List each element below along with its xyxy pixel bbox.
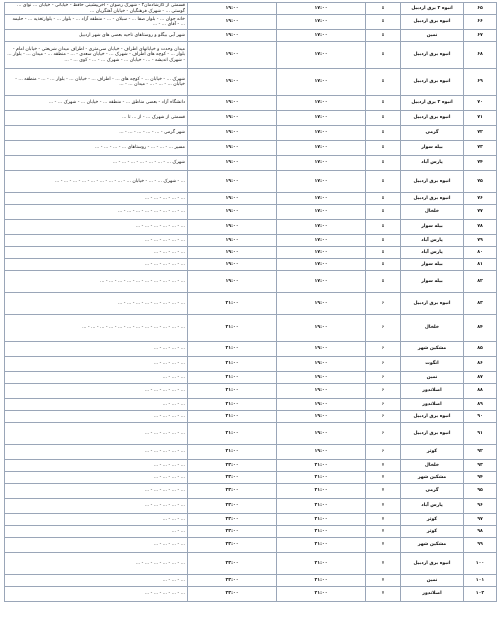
row-city: نمین (401, 575, 464, 587)
row-number: ۸۸ (464, 384, 497, 399)
row-end-time: ۲۱:۰۰ (188, 423, 277, 445)
row-area: ... - ... - ... (5, 399, 188, 411)
row-number: ۷۰ (464, 96, 497, 111)
row-area: شهرک ... - ... - ... - ... - ... - ... - ... (5, 156, 188, 171)
row-group: ۵ (366, 30, 401, 42)
row-start-time: ۱۷:۰۰ (277, 271, 366, 293)
row-number: ۷۴ (464, 156, 497, 171)
row-end-time: ۲۳:۰۰ (188, 472, 277, 484)
row-group: ۶ (366, 293, 401, 315)
row-city: انگوت (401, 357, 464, 372)
row-start-time: ۲۱:۰۰ (277, 514, 366, 526)
row-end-time: ۱۹:۰۰ (188, 30, 277, 42)
row-city: بیله سوار (401, 271, 464, 293)
table-row (5, 171, 497, 193)
row-number: ۹۲ (464, 445, 497, 460)
row-number: ۷۵ (464, 171, 497, 193)
row-group: ۶ (366, 372, 401, 384)
row-end-time: ۱۹:۰۰ (188, 171, 277, 193)
row-group: ۵ (366, 42, 401, 69)
row-end-time: ۱۹:۰۰ (188, 156, 277, 171)
table-row (5, 484, 497, 499)
row-number: ۹۱ (464, 423, 497, 445)
row-area: ... - ... - ... - ... (5, 538, 188, 553)
row-number: ۹۵ (464, 484, 497, 499)
row-number: ۷۹ (464, 235, 497, 247)
row-number: ۷۶ (464, 193, 497, 205)
row-start-time: ۱۷:۰۰ (277, 111, 366, 126)
row-city: کوثر (401, 445, 464, 460)
row-city: انبوه برق اردبیل (401, 293, 464, 315)
table-row (5, 247, 497, 259)
row-group: ۵ (366, 205, 401, 220)
row-area: شهر گرمی - ... - ... - ... - ... - ... (5, 126, 188, 141)
row-area: ... - ... - ... - ... - ... - ... - ... - ... - ... - ... (5, 271, 188, 293)
row-group: ۷ (366, 526, 401, 538)
row-start-time: ۱۷:۰۰ (277, 259, 366, 271)
row-city: اصلاندوز (401, 587, 464, 602)
row-end-time: ۱۹:۰۰ (188, 193, 277, 205)
table-row (5, 445, 497, 460)
row-start-time: ۱۹:۰۰ (277, 384, 366, 399)
row-area: ... - ... - ... - ... - ... (5, 423, 188, 445)
row-number: ۱۰۲ (464, 587, 497, 602)
row-city: مشکین شهر (401, 538, 464, 553)
row-end-time: ۱۹:۰۰ (188, 96, 277, 111)
row-city: نمین (401, 30, 464, 42)
row-group: ۷ (366, 538, 401, 553)
row-start-time: ۱۹:۰۰ (277, 445, 366, 460)
row-end-time: ۲۱:۰۰ (188, 445, 277, 460)
row-group: ۷ (366, 499, 401, 514)
row-end-time: ۲۱:۰۰ (188, 293, 277, 315)
row-area: ... - ... - ... - ... - ... (5, 499, 188, 514)
row-group: ۵ (366, 141, 401, 156)
table-row (5, 30, 497, 42)
row-number: ۸۱ (464, 259, 497, 271)
row-end-time: ۲۱:۰۰ (188, 399, 277, 411)
row-city: بیله سوار (401, 141, 464, 156)
table-row (5, 42, 497, 69)
row-area: ... - ... - ... - ... - ... (5, 587, 188, 602)
row-group: ۵ (366, 259, 401, 271)
table-row (5, 193, 497, 205)
row-end-time: ۲۱:۰۰ (188, 315, 277, 342)
row-end-time: ۱۹:۰۰ (188, 69, 277, 96)
row-city: خلخال (401, 315, 464, 342)
table-row (5, 69, 497, 96)
table-row (5, 220, 497, 235)
row-city: اصلاندوز (401, 399, 464, 411)
table-row (5, 205, 497, 220)
row-city: گرمی (401, 126, 464, 141)
row-area: میدان وحدت و خیابانهای اطراف - خیابان سی‌متری - اطراف میدان شریعتی - خیابان امام - بلوار ... - کوچه های اطراف - شهرک ... - خیابان سعدی - ... - منطقه ... - میدان ... - بلوار ... - شهرک اندیشه - ... - خیابان ... - شهرک ... - ... - کوی ... - ... (5, 42, 188, 69)
row-group: ۶ (366, 357, 401, 372)
outage-rows (5, 3, 497, 602)
row-end-time: ۲۳:۰۰ (188, 499, 277, 514)
row-group: ۵ (366, 69, 401, 96)
outage-schedule-sheet (4, 2, 497, 638)
row-end-time: ۱۹:۰۰ (188, 205, 277, 220)
table-row (5, 384, 497, 399)
row-group: ۷ (366, 575, 401, 587)
row-end-time: ۲۳:۰۰ (188, 575, 277, 587)
table-row (5, 3, 497, 15)
row-number: ۶۷ (464, 30, 497, 42)
row-number: ۷۱ (464, 111, 497, 126)
row-group: ۷ (366, 484, 401, 499)
row-start-time: ۱۷:۰۰ (277, 247, 366, 259)
row-start-time: ۱۷:۰۰ (277, 15, 366, 30)
row-group: ۵ (366, 96, 401, 111)
row-group: ۶ (366, 411, 401, 423)
row-group: ۷ (366, 587, 401, 602)
row-number: ۸۵ (464, 342, 497, 357)
row-number: ۹۸ (464, 526, 497, 538)
row-end-time: ۱۹:۰۰ (188, 126, 277, 141)
row-area: ... - ... - ... - ... - ... (5, 484, 188, 499)
row-number: ۷۳ (464, 141, 497, 156)
row-area: ... - ... - ... - ... - ... (5, 259, 188, 271)
row-area: ... - ... - ... (5, 575, 188, 587)
row-area: ... - ... - ... - ... (5, 247, 188, 259)
row-area: ... - ... - ... - ... - ... (5, 384, 188, 399)
row-start-time: ۱۷:۰۰ (277, 220, 366, 235)
row-area: ... - ... - ... - ... - ... - ... - ... - ... - ... - ... - ... - ... (5, 315, 188, 342)
row-number: ۱۰۰ (464, 553, 497, 575)
table-row (5, 399, 497, 411)
row-city: اصلاندوز (401, 384, 464, 399)
row-end-time: ۲۱:۰۰ (188, 372, 277, 384)
row-start-time: ۱۹:۰۰ (277, 372, 366, 384)
row-start-time: ۲۱:۰۰ (277, 499, 366, 514)
row-start-time: ۱۷:۰۰ (277, 193, 366, 205)
row-end-time: ۲۱:۰۰ (188, 357, 277, 372)
row-end-time: ۲۳:۰۰ (188, 553, 277, 575)
row-number: ۶۸ (464, 42, 497, 69)
row-group: ۶ (366, 423, 401, 445)
row-city: انبوه برق اردبیل (401, 15, 464, 30)
row-end-time: ۱۹:۰۰ (188, 259, 277, 271)
row-number: ۸۰ (464, 247, 497, 259)
row-area: ... - ... - ... - ... - ... - ... - ... - ... (5, 205, 188, 220)
row-area: ... - ... - ... (5, 372, 188, 384)
row-area: ... - ... - ... - ... - ... (5, 235, 188, 247)
row-start-time: ۲۱:۰۰ (277, 538, 366, 553)
row-area: ... - ... - ... - ... - ... (5, 445, 188, 460)
row-city: خلخال (401, 460, 464, 472)
row-number: ۸۶ (464, 357, 497, 372)
table-row (5, 15, 497, 30)
row-end-time: ۲۳:۰۰ (188, 526, 277, 538)
row-city: پارس آباد (401, 235, 464, 247)
row-end-time: ۱۹:۰۰ (188, 111, 277, 126)
row-number: ۹۶ (464, 499, 497, 514)
row-number: ۶۵ (464, 3, 497, 15)
row-area: ... - ... - ... - ... (5, 411, 188, 423)
row-start-time: ۱۷:۰۰ (277, 3, 366, 15)
row-city: انبوه ۲ برق اردبیل (401, 3, 464, 15)
table-row (5, 259, 497, 271)
row-area: ... - ... - ... (5, 514, 188, 526)
table-row (5, 514, 497, 526)
row-start-time: ۱۹:۰۰ (277, 342, 366, 357)
row-city: انبوه برق اردبیل (401, 423, 464, 445)
row-number: ۹۳ (464, 460, 497, 472)
row-number: ۹۹ (464, 538, 497, 553)
row-start-time: ۱۹:۰۰ (277, 423, 366, 445)
row-city: انبوه برق اردبیل (401, 411, 464, 423)
table-row (5, 372, 497, 384)
row-start-time: ۲۱:۰۰ (277, 553, 366, 575)
row-number: ۸۳ (464, 293, 497, 315)
row-group: ۵ (366, 156, 401, 171)
table-row (5, 526, 497, 538)
row-area: ... - شهرک ... - ... - خیابان ... - ... - ... - ... - ... - ... - ... - ... - ... (5, 171, 188, 193)
row-city: انبوه برق اردبیل (401, 69, 464, 96)
row-end-time: ۲۳:۰۰ (188, 587, 277, 602)
row-area: شهر آبی بیگلو و روستاهای ناحیه بعضی های شهر اردبیل (5, 30, 188, 42)
row-group: ۶ (366, 342, 401, 357)
row-group: ۵ (366, 220, 401, 235)
row-group: ۷ (366, 460, 401, 472)
row-city: پارس آباد (401, 499, 464, 514)
row-start-time: ۱۷:۰۰ (277, 126, 366, 141)
row-start-time: ۱۹:۰۰ (277, 315, 366, 342)
table-row (5, 156, 497, 171)
row-start-time: ۱۷:۰۰ (277, 156, 366, 171)
row-city: نمین (401, 372, 464, 384)
row-number: ۱۰۱ (464, 575, 497, 587)
row-area: شهرک ... - خیابان ... - کوچه های ... - اطراف ... - خیابان ... - بلوار ... - ... - منطقه ... - خیابان ... - ... - ... - میدان ... - ... (5, 69, 188, 96)
row-start-time: ۱۷:۰۰ (277, 235, 366, 247)
row-number: ۸۲ (464, 271, 497, 293)
row-start-time: ۲۱:۰۰ (277, 526, 366, 538)
row-group: ۵ (366, 247, 401, 259)
row-number: ۹۰ (464, 411, 497, 423)
outage-schedule-table (4, 2, 497, 602)
row-end-time: ۱۹:۰۰ (188, 247, 277, 259)
table-row (5, 141, 497, 156)
row-city: انبوه برق اردبیل (401, 553, 464, 575)
row-start-time: ۲۱:۰۰ (277, 587, 366, 602)
row-number: ۷۷ (464, 205, 497, 220)
row-group: ۷ (366, 472, 401, 484)
row-end-time: ۱۹:۰۰ (188, 42, 277, 69)
table-row (5, 553, 497, 575)
row-group: ۷ (366, 514, 401, 526)
row-group: ۵ (366, 126, 401, 141)
row-city: بیله سوار (401, 220, 464, 235)
row-group: ۵ (366, 15, 401, 30)
row-group: ۶ (366, 384, 401, 399)
table-row (5, 575, 497, 587)
table-row (5, 499, 497, 514)
row-group: ۵ (366, 193, 401, 205)
row-number: ۹۴ (464, 472, 497, 484)
row-start-time: ۱۹:۰۰ (277, 293, 366, 315)
row-area: قسمتی از شهرک ... - از ... تا ... (5, 111, 188, 126)
table-row (5, 126, 497, 141)
row-number: ۷۲ (464, 126, 497, 141)
row-city: انبوه ۲ برق اردبیل (401, 96, 464, 111)
row-city: کوثر (401, 514, 464, 526)
table-row (5, 357, 497, 372)
row-start-time: ۱۷:۰۰ (277, 171, 366, 193)
row-area: مسیر ... - ... - ... - روستاهای ... - ... - ... - ... (5, 141, 188, 156)
row-area: ... - ... (5, 526, 188, 538)
row-city: مشکین شهر (401, 472, 464, 484)
row-end-time: ۲۳:۰۰ (188, 514, 277, 526)
row-end-time: ۱۹:۰۰ (188, 271, 277, 293)
row-end-time: ۲۳:۰۰ (188, 460, 277, 472)
row-city: پارس آباد (401, 247, 464, 259)
row-start-time: ۲۱:۰۰ (277, 460, 366, 472)
row-city: انبوه برق اردبیل (401, 42, 464, 69)
row-start-time: ۲۱:۰۰ (277, 472, 366, 484)
row-group: ۵ (366, 271, 401, 293)
row-area: ... - ... - ... - ... (5, 472, 188, 484)
row-area: خانه جوان ... - بلوار صفا ... - سبلان - ... - منطقه آزاد ... - بلوار ... - یلوارتغذیه ... - حلیمه ... - آقای ... - ... (5, 15, 188, 30)
row-city: انبوه برق اردبیل (401, 111, 464, 126)
table-row (5, 423, 497, 445)
row-group: ۵ (366, 111, 401, 126)
row-number: ۷۸ (464, 220, 497, 235)
row-area: ... - ... - ... - ... - ... - ... (5, 553, 188, 575)
row-start-time: ۱۷:۰۰ (277, 30, 366, 42)
row-city: گرمی (401, 484, 464, 499)
row-end-time: ۲۱:۰۰ (188, 384, 277, 399)
table-row (5, 111, 497, 126)
row-area: ... - ... - ... - ... (5, 357, 188, 372)
row-group: ۶ (366, 399, 401, 411)
row-area: دانشگاه آزاد - بعضی مناطق ... - منطقه ... - خیابان ... - شهرک ... - ... (5, 96, 188, 111)
row-start-time: ۱۹:۰۰ (277, 399, 366, 411)
row-start-time: ۱۷:۰۰ (277, 69, 366, 96)
row-end-time: ۲۱:۰۰ (188, 342, 277, 357)
row-end-time: ۲۱:۰۰ (188, 411, 277, 423)
table-row (5, 293, 497, 315)
table-row (5, 411, 497, 423)
row-end-time: ۱۹:۰۰ (188, 15, 277, 30)
table-row (5, 587, 497, 602)
row-group: ۷ (366, 553, 401, 575)
row-city: بیله سوار (401, 259, 464, 271)
table-row (5, 538, 497, 553)
row-start-time: ۱۷:۰۰ (277, 141, 366, 156)
row-start-time: ۲۱:۰۰ (277, 575, 366, 587)
row-number: ۸۷ (464, 372, 497, 384)
row-number: ۸۴ (464, 315, 497, 342)
row-group: ۶ (366, 445, 401, 460)
row-start-time: ۱۹:۰۰ (277, 411, 366, 423)
row-city: انبوه برق اردبیل (401, 171, 464, 193)
row-end-time: ۲۳:۰۰ (188, 538, 277, 553)
row-number: ۶۹ (464, 69, 497, 96)
row-start-time: ۲۱:۰۰ (277, 484, 366, 499)
table-row (5, 472, 497, 484)
row-start-time: ۱۹:۰۰ (277, 357, 366, 372)
row-end-time: ۱۹:۰۰ (188, 235, 277, 247)
row-end-time: ۲۳:۰۰ (188, 484, 277, 499)
row-group: ۶ (366, 315, 401, 342)
row-start-time: ۱۷:۰۰ (277, 42, 366, 69)
row-start-time: ۱۷:۰۰ (277, 205, 366, 220)
table-row (5, 342, 497, 357)
row-area: ... - ... - ... - ... (5, 342, 188, 357)
row-city: خلخال (401, 205, 464, 220)
row-end-time: ۱۹:۰۰ (188, 220, 277, 235)
row-area: ... - ... - ... - ... - ... (5, 193, 188, 205)
row-city: پارس آباد (401, 156, 464, 171)
row-area: ... - ... - ... - ... - ... - ... - ... - ... (5, 293, 188, 315)
row-end-time: ۱۹:۰۰ (188, 141, 277, 156)
row-number: ۶۶ (464, 15, 497, 30)
row-area: قسمتی از گازشادمان۲ - شهرک رضوان - آخرپیشینی حافظ - خیابانی - خیابان ... نوای ... گوستی ... - شهرک فرهنگیان - خیابان آهنگریان ... (5, 3, 188, 15)
table-row (5, 460, 497, 472)
table-row (5, 235, 497, 247)
row-number: ۹۷ (464, 514, 497, 526)
row-group: ۵ (366, 3, 401, 15)
row-area: ... - ... - ... - ... - ... - ... (5, 220, 188, 235)
row-end-time: ۱۹:۰۰ (188, 3, 277, 15)
row-area: ... - ... - ... - ... (5, 460, 188, 472)
row-city: مشکین شهر (401, 342, 464, 357)
table-row (5, 271, 497, 293)
table-row (5, 96, 497, 111)
row-city: کوثر (401, 526, 464, 538)
row-number: ۸۹ (464, 399, 497, 411)
row-group: ۵ (366, 171, 401, 193)
row-start-time: ۱۷:۰۰ (277, 96, 366, 111)
row-group: ۵ (366, 235, 401, 247)
table-row (5, 315, 497, 342)
row-city: انبوه برق اردبیل (401, 193, 464, 205)
